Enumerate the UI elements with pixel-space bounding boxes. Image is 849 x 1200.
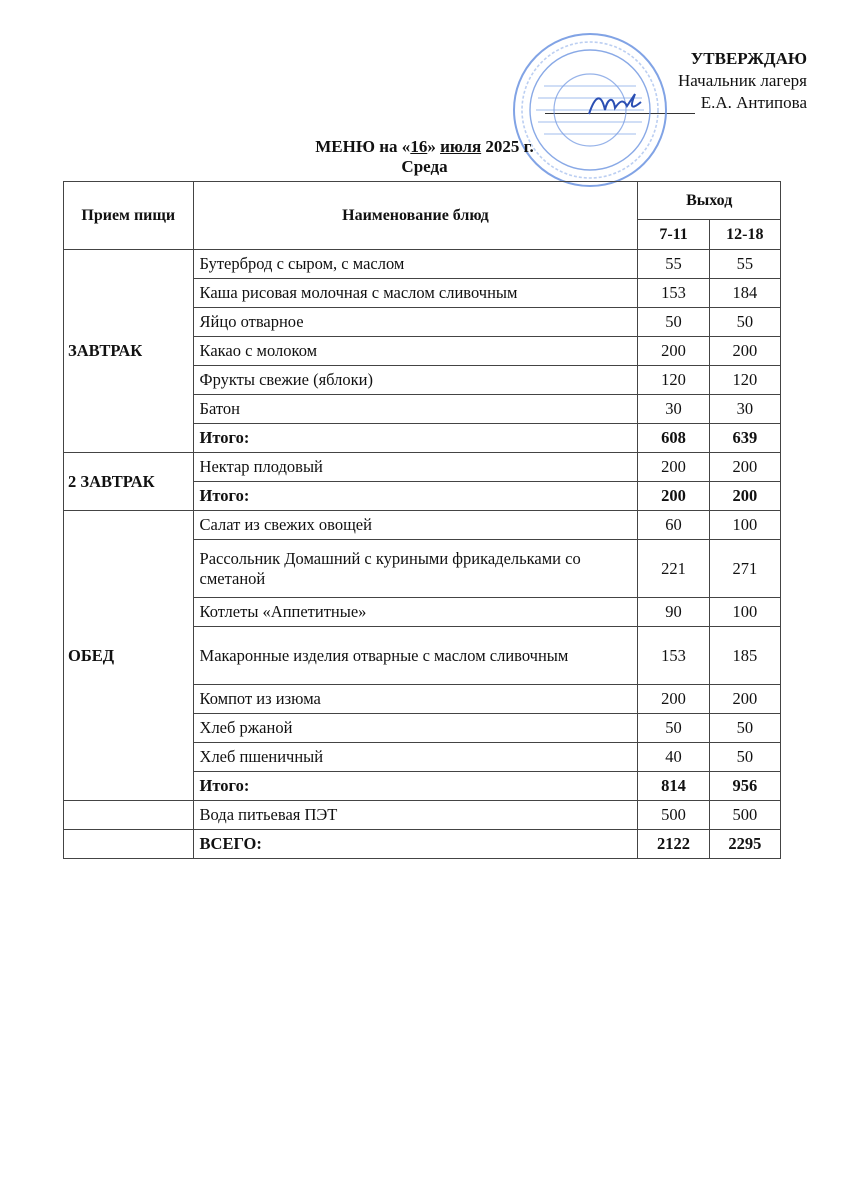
menu-year: 2025 г. <box>481 137 534 156</box>
approval-name: Е.А. Антипова <box>700 93 807 112</box>
portion-7-11: 120 <box>638 366 709 395</box>
portion-12-18: 120 <box>709 366 780 395</box>
subtotal-7-11: 608 <box>638 424 709 453</box>
portion-12-18: 100 <box>709 511 780 540</box>
menu-day: 16 <box>410 137 428 156</box>
portion-12-18: 30 <box>709 395 780 424</box>
portion-12-18: 50 <box>709 714 780 743</box>
portion-12-18: 55 <box>709 250 780 279</box>
menu-row <box>64 511 781 540</box>
portion-7-11: 200 <box>638 685 709 714</box>
dish-name: Вода питьевая ПЭТ <box>193 801 638 830</box>
menu-month: июля <box>440 137 482 156</box>
portion-12-18: 185 <box>709 627 780 685</box>
dish-name: Рассольник Домашний с куриными фрикадельками со сметаной <box>193 540 638 598</box>
portion-7-11: 55 <box>638 250 709 279</box>
portion-12-18: 50 <box>709 743 780 772</box>
meal-label: ЗАВТРАК <box>64 250 194 453</box>
subtotal-12-18: 956 <box>709 772 780 801</box>
subtotal-12-18: 200 <box>709 482 780 511</box>
signature-scribble <box>585 88 645 120</box>
portion-7-11: 200 <box>638 337 709 366</box>
portion-12-18: 184 <box>709 279 780 308</box>
dish-name: Хлеб пшеничный <box>193 743 638 772</box>
portion-12-18: 50 <box>709 308 780 337</box>
dish-name: Хлеб ржаной <box>193 714 638 743</box>
grand-total-12-18: 2295 <box>709 830 780 859</box>
portion-7-11: 153 <box>638 279 709 308</box>
portion-7-11: 90 <box>638 598 709 627</box>
dish-name: Каша рисовая молочная с маслом сливочным <box>193 279 638 308</box>
approval-title: УТВЕРЖДАЮ <box>690 49 807 68</box>
empty-meal-cell <box>64 830 194 859</box>
dish-name: Салат из свежих овощей <box>193 511 638 540</box>
dish-name: Какао с молоком <box>193 337 638 366</box>
col-output-header: Выход <box>638 182 781 220</box>
menu-mid: » <box>427 137 441 156</box>
subtotal-label: Итого: <box>193 482 638 511</box>
portion-7-11: 60 <box>638 511 709 540</box>
header-row <box>64 182 781 220</box>
grand-total-7-11: 2122 <box>638 830 709 859</box>
dish-name: Макаронные изделия отварные с маслом сливочным <box>193 627 638 685</box>
portion-7-11: 50 <box>638 308 709 337</box>
portion-12-18: 200 <box>709 337 780 366</box>
col-dish-header: Наименование блюд <box>193 182 638 250</box>
portion-7-11: 200 <box>638 453 709 482</box>
portion-7-11: 50 <box>638 714 709 743</box>
menu-row <box>64 250 781 279</box>
grand-total-row <box>64 830 781 859</box>
dish-name: Нектар плодовый <box>193 453 638 482</box>
menu-weekday: Среда <box>401 157 448 176</box>
meal-label: ОБЕД <box>64 511 194 801</box>
col-meal-header: Прием пищи <box>64 182 194 250</box>
dish-name: Компот из изюма <box>193 685 638 714</box>
menu-row <box>64 453 781 482</box>
portion-7-11: 40 <box>638 743 709 772</box>
portion-12-18: 200 <box>709 453 780 482</box>
subtotal-label: Итого: <box>193 772 638 801</box>
portion-12-18: 200 <box>709 685 780 714</box>
dish-name: Фрукты свежие (яблоки) <box>193 366 638 395</box>
dish-name: Котлеты «Аппетитные» <box>193 598 638 627</box>
empty-meal-cell <box>64 801 194 830</box>
menu-title <box>0 137 849 157</box>
subtotal-12-18: 639 <box>709 424 780 453</box>
grand-total-label: ВСЕГО: <box>193 830 638 859</box>
col-age2-header: 12-18 <box>709 220 780 250</box>
menu-heading <box>0 137 849 177</box>
portion-12-18: 271 <box>709 540 780 598</box>
dish-name: Яйцо отварное <box>193 308 638 337</box>
dish-name: Бутерброд с сыром, с маслом <box>193 250 638 279</box>
meal-label: 2 ЗАВТРАК <box>64 453 194 511</box>
subtotal-7-11: 200 <box>638 482 709 511</box>
menu-prefix: МЕНЮ на « <box>315 137 411 156</box>
subtotal-label: Итого: <box>193 424 638 453</box>
portion-7-11: 30 <box>638 395 709 424</box>
approval-position: Начальник лагеря <box>678 71 807 90</box>
portion-12-18: 500 <box>709 801 780 830</box>
portion-7-11: 221 <box>638 540 709 598</box>
portion-7-11: 500 <box>638 801 709 830</box>
dish-name: Батон <box>193 395 638 424</box>
menu-table <box>63 181 781 859</box>
portion-12-18: 100 <box>709 598 780 627</box>
extra-row <box>64 801 781 830</box>
subtotal-7-11: 814 <box>638 772 709 801</box>
portion-7-11: 153 <box>638 627 709 685</box>
col-age1-header: 7-11 <box>638 220 709 250</box>
